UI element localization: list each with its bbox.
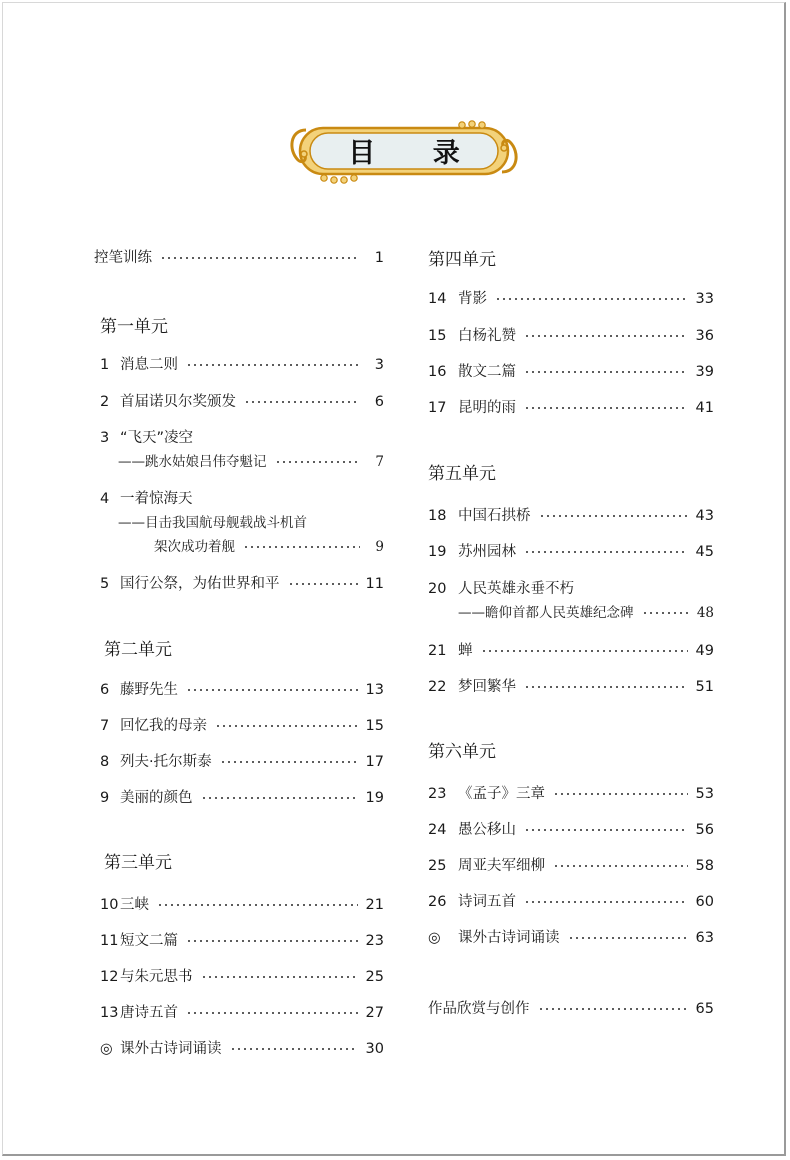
entry-title: 国行公祭，为佑世界和平 xyxy=(120,576,280,592)
entry-title: 控笔训练 xyxy=(94,250,152,266)
unit-heading: 第四单元 xyxy=(428,250,496,270)
entry-page: 60 xyxy=(695,894,714,910)
entry-page: 63 xyxy=(695,930,714,946)
leader-dots xyxy=(186,1012,358,1014)
entry-number: 14 xyxy=(428,291,447,307)
entry-page: 9 xyxy=(375,539,384,555)
entry-title: 背影 xyxy=(458,291,487,307)
entry-title: 列夫·托尔斯泰 xyxy=(120,754,212,770)
toc-entry[interactable] xyxy=(428,891,714,913)
toc-entry[interactable] xyxy=(94,391,384,413)
toc-entry[interactable] xyxy=(428,578,714,600)
entry-page: 25 xyxy=(365,969,384,985)
entry-page: 17 xyxy=(365,754,384,770)
entry-title: 《孟子》三章 xyxy=(458,786,545,802)
entry-number: 17 xyxy=(428,400,447,416)
entry-page: 3 xyxy=(374,357,384,373)
entry-page: 49 xyxy=(695,643,714,659)
toc-entry[interactable] xyxy=(94,354,384,376)
entry-number: 11 xyxy=(100,933,119,949)
entry-page: 48 xyxy=(696,605,714,621)
entry-title: “飞天”凌空 xyxy=(120,430,194,446)
toc-entry[interactable] xyxy=(94,751,384,773)
entry-title: 昆明的雨 xyxy=(458,400,516,416)
leader-dots xyxy=(524,829,688,831)
entry-number: 23 xyxy=(428,786,447,802)
entry-number: 1 xyxy=(100,357,110,373)
entry-title: 美丽的颜色 xyxy=(120,790,193,806)
leader-dots xyxy=(230,1048,358,1050)
toc-entry[interactable] xyxy=(428,783,714,805)
page-title: 目 录 xyxy=(348,138,484,169)
entry-number: 5 xyxy=(100,576,110,592)
entry-title: 周亚夫军细柳 xyxy=(458,858,545,874)
entry-page: 21 xyxy=(365,897,384,913)
entry-title: 作品欣赏与创作 xyxy=(428,1001,530,1017)
entry-page: 45 xyxy=(695,544,714,560)
entry-title: 唐诗五首 xyxy=(120,1005,178,1021)
leader-dots xyxy=(288,583,358,585)
entry-title: 蝉 xyxy=(458,643,473,659)
entry-number: 2 xyxy=(100,394,110,410)
leader-dots xyxy=(243,546,360,548)
toc-entry[interactable] xyxy=(94,715,384,737)
entry-subtitle: ——跳水姑娘吕伟夺魁记 xyxy=(118,454,267,470)
toc-entry[interactable] xyxy=(428,640,714,662)
toc-entry-subtitle[interactable] xyxy=(94,536,384,558)
toc-entry-subtitle[interactable] xyxy=(428,602,714,624)
entry-title: 三峡 xyxy=(120,897,149,913)
entry-page: 23 xyxy=(365,933,384,949)
entry-number: 3 xyxy=(100,430,110,446)
toc-entry-subtitle[interactable] xyxy=(94,451,384,473)
entry-title: 白杨礼赞 xyxy=(458,328,516,344)
toc-entry[interactable] xyxy=(428,819,714,841)
leader-dots xyxy=(524,335,688,337)
leader-dots xyxy=(215,725,358,727)
toc-entry[interactable] xyxy=(94,1038,384,1060)
entry-page: 27 xyxy=(365,1005,384,1021)
leader-dots xyxy=(201,797,358,799)
entry-page: 56 xyxy=(695,822,714,838)
entry-number: 13 xyxy=(100,1005,119,1021)
unit-heading: 第二单元 xyxy=(104,640,172,660)
entry-title: 与朱元思书 xyxy=(120,969,193,985)
toc-entry[interactable] xyxy=(94,1002,384,1024)
entry-number: 18 xyxy=(428,508,447,524)
toc-entry[interactable] xyxy=(94,488,384,510)
toc-entry[interactable] xyxy=(94,894,384,916)
leader-dots xyxy=(524,901,688,903)
entry-page: 36 xyxy=(695,328,714,344)
entry-number: 20 xyxy=(428,581,447,597)
entry-page: 11 xyxy=(365,576,384,592)
entry-subtitle: 架次成功着舰 xyxy=(154,539,235,555)
entry-number: 24 xyxy=(428,822,447,838)
entry-title: 散文二篇 xyxy=(458,364,516,380)
leader-dots xyxy=(157,904,358,906)
entry-number: 21 xyxy=(428,643,447,659)
toc-entry-subtitle xyxy=(94,512,384,534)
toc-entry[interactable] xyxy=(428,927,714,949)
entry-title: 中国石拱桥 xyxy=(458,508,531,524)
leader-dots xyxy=(539,515,688,517)
unit-heading: 第一单元 xyxy=(100,317,168,337)
toc-entry[interactable] xyxy=(428,855,714,877)
entry-page: 41 xyxy=(695,400,714,416)
toc-entry[interactable] xyxy=(94,930,384,952)
entry-page: 30 xyxy=(365,1041,384,1057)
entry-title: 短文二篇 xyxy=(120,933,178,949)
toc-entry[interactable] xyxy=(428,676,714,698)
entry-title: 人民英雄永垂不朽 xyxy=(458,581,574,597)
unit-heading: 第三单元 xyxy=(104,853,172,873)
entry-page: 65 xyxy=(695,1001,714,1017)
entry-title: 课外古诗词诵读 xyxy=(458,930,560,946)
entry-page: 7 xyxy=(375,454,384,470)
leader-dots xyxy=(568,937,688,939)
leader-dots xyxy=(186,940,358,942)
toc-entry-outro[interactable] xyxy=(428,998,714,1020)
entry-title: 一着惊海天 xyxy=(120,491,193,507)
toc-entry[interactable] xyxy=(428,505,714,527)
entry-number: 22 xyxy=(428,679,447,695)
leader-dots xyxy=(244,401,360,403)
toc-entry-intro[interactable] xyxy=(94,247,384,269)
entry-number: 25 xyxy=(428,858,447,874)
entry-page: 6 xyxy=(374,394,384,410)
entry-page: 53 xyxy=(695,786,714,802)
leader-dots xyxy=(524,686,688,688)
toc-banner xyxy=(286,120,522,186)
entry-number: 9 xyxy=(100,790,110,806)
leader-dots xyxy=(553,865,688,867)
entry-number: 10 xyxy=(100,897,119,913)
leader-dots xyxy=(524,371,688,373)
leader-dots xyxy=(538,1008,688,1010)
entry-number: 7 xyxy=(100,718,110,734)
leader-dots xyxy=(186,689,358,691)
entry-number: 26 xyxy=(428,894,447,910)
entry-number: 16 xyxy=(428,364,447,380)
toc-entry[interactable] xyxy=(94,966,384,988)
entry-page: 15 xyxy=(365,718,384,734)
entry-page: 1 xyxy=(374,250,384,266)
leader-dots xyxy=(201,976,358,978)
toc-entry[interactable] xyxy=(94,787,384,809)
toc-entry[interactable] xyxy=(94,679,384,701)
toc-entry[interactable] xyxy=(428,541,714,563)
unit-heading: 第五单元 xyxy=(428,464,496,484)
entry-page: 33 xyxy=(695,291,714,307)
entry-title: 苏州园林 xyxy=(458,544,516,560)
bullet-icon: ◎ xyxy=(428,930,441,946)
entry-page: 39 xyxy=(695,364,714,380)
leader-dots xyxy=(220,761,358,763)
toc-entry[interactable] xyxy=(94,427,384,449)
entry-number: 15 xyxy=(428,328,447,344)
entry-number: 8 xyxy=(100,754,110,770)
entry-page: 51 xyxy=(695,679,714,695)
leader-dots xyxy=(186,364,360,366)
entry-title: 回忆我的母亲 xyxy=(120,718,207,734)
entry-number: 12 xyxy=(100,969,119,985)
leader-dots xyxy=(481,650,688,652)
entry-number: 19 xyxy=(428,544,447,560)
toc-entry[interactable] xyxy=(428,361,714,383)
entry-title: 藤野先生 xyxy=(120,682,178,698)
entry-title: 课外古诗词诵读 xyxy=(120,1041,222,1057)
leader-dots xyxy=(524,551,688,553)
leader-dots xyxy=(553,793,688,795)
toc-entry[interactable] xyxy=(428,325,714,347)
leader-dots xyxy=(642,612,689,614)
entry-page: 43 xyxy=(695,508,714,524)
entry-title: 梦回繁华 xyxy=(458,679,516,695)
unit-heading: 第六单元 xyxy=(428,742,496,762)
entry-page: 19 xyxy=(365,790,384,806)
leader-dots xyxy=(275,461,361,463)
entry-subtitle: ——目击我国航母舰载战斗机首 xyxy=(118,515,307,531)
toc-entry[interactable] xyxy=(428,288,714,310)
entry-title: 消息二则 xyxy=(120,357,178,373)
entry-page: 13 xyxy=(365,682,384,698)
leader-dots xyxy=(524,407,688,409)
bullet-icon: ◎ xyxy=(100,1041,113,1057)
entry-number: 6 xyxy=(100,682,110,698)
toc-entry[interactable] xyxy=(428,397,714,419)
entry-title: 首届诺贝尔奖颁发 xyxy=(120,394,236,410)
leader-dots xyxy=(160,257,360,259)
toc-entry[interactable] xyxy=(94,573,384,595)
entry-number: 4 xyxy=(100,491,110,507)
entry-title: 愚公移山 xyxy=(458,822,516,838)
entry-page: 58 xyxy=(695,858,714,874)
entry-subtitle: ——瞻仰首都人民英雄纪念碑 xyxy=(458,605,634,621)
entry-title: 诗词五首 xyxy=(458,894,516,910)
leader-dots xyxy=(495,298,688,300)
